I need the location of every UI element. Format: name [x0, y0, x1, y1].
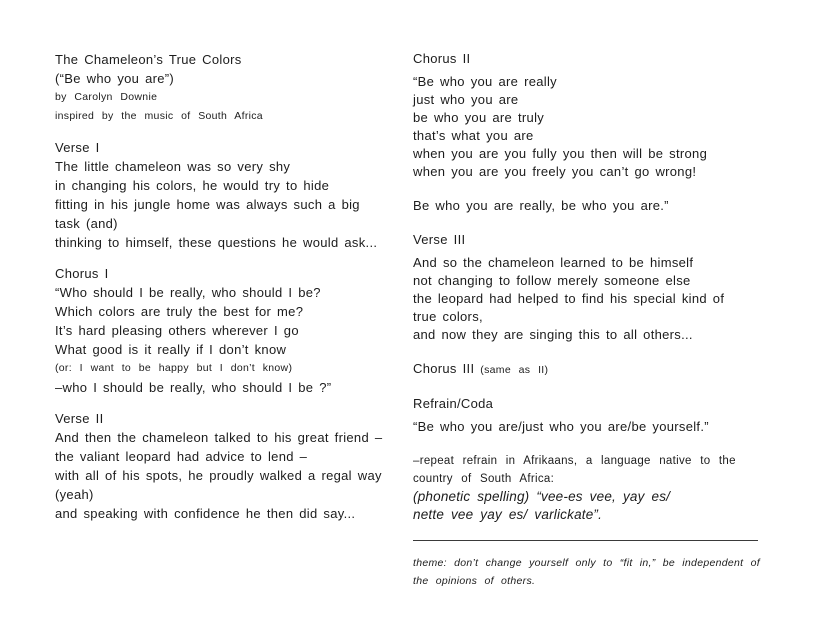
text-segment: Verse II [55, 411, 104, 426]
chorus-3 [413, 360, 773, 379]
text-line [55, 176, 411, 195]
text-segment: And then the chameleon talked to his great friend – [55, 430, 383, 445]
text-segment: Be who you are really, be who you are.” [413, 198, 669, 213]
text-segment: “Who should I be really, who should I be? [55, 285, 321, 300]
text-segment: just who you are [413, 92, 519, 107]
stanza-heading [55, 264, 411, 283]
text-segment: –repeat refrain in Afrikaans, a language native to the [413, 455, 736, 467]
text-line [413, 127, 773, 145]
text-segment: Verse III [413, 232, 466, 247]
text-segment: And so the chameleon learned to be himself [413, 255, 694, 270]
text-segment: nette vee yay es/ varlickate”. [413, 507, 603, 522]
text-line [413, 506, 773, 524]
chorus-1 [55, 264, 411, 397]
text-segment: (phonetic spelling) “vee-es vee, yay es/ [413, 489, 671, 504]
text-line [413, 163, 773, 181]
text-line [55, 214, 411, 233]
text-segment: “Be who you are/just who you are/be yourself.” [413, 419, 709, 434]
text-line [413, 308, 773, 326]
right-column [413, 50, 773, 606]
text-segment: Chorus II [413, 51, 471, 66]
afrikaans-note [413, 452, 773, 524]
stanza-heading [55, 409, 411, 428]
text-line [413, 360, 773, 379]
stanza-heading [413, 395, 773, 413]
text-line [413, 272, 773, 290]
text-line [413, 418, 773, 436]
verse-1 [55, 138, 411, 252]
text-line [55, 359, 411, 378]
stanza-heading [55, 138, 411, 157]
text-segment: country of South Africa: [413, 473, 555, 485]
text-line [55, 157, 411, 176]
divider-line [413, 540, 758, 541]
text-segment: thinking to himself, these questions he would ask... [55, 235, 378, 250]
text-segment: “Be who you are really [413, 74, 557, 89]
text-segment: theme: don’t change yourself only to “fit in,” be independent of [413, 557, 760, 569]
text-segment: (same as II) [480, 364, 549, 376]
text-segment: The Chameleon’s True Colors [55, 52, 242, 67]
text-line [413, 254, 773, 272]
text-line [55, 340, 411, 359]
text-line [55, 195, 411, 214]
title-block [55, 50, 411, 126]
text-line [55, 485, 411, 504]
author-credit [55, 88, 411, 107]
text-line [413, 91, 773, 109]
verse-2 [55, 409, 411, 523]
text-line [55, 466, 411, 485]
text-segment: Chorus III [413, 361, 481, 376]
text-line [413, 554, 773, 572]
text-segment: It’s hard pleasing others wherever I go [55, 323, 299, 338]
text-segment: and speaking with confidence he then did say... [55, 506, 356, 521]
text-segment: fitting in his jungle home was always such a big [55, 197, 360, 212]
chorus-2 [413, 50, 773, 181]
text-segment: inspired by the music of South Africa [55, 110, 263, 122]
text-line [413, 145, 773, 163]
text-line [55, 504, 411, 523]
text-segment: task (and) [55, 216, 118, 231]
song-title [55, 50, 411, 69]
text-line [55, 302, 411, 321]
text-line [413, 452, 773, 470]
text-line [413, 572, 773, 590]
text-line [413, 326, 773, 344]
text-segment: (“Be who you are”) [55, 71, 175, 86]
text-line [55, 378, 411, 397]
text-segment: the leopard had helped to find his special kind of [413, 291, 725, 306]
text-segment: the valiant leopard had advice to lend – [55, 449, 308, 464]
text-segment: that’s what you are [413, 128, 534, 143]
text-segment: Verse I [55, 140, 100, 155]
chorus-2-tag [413, 197, 773, 215]
text-line [55, 428, 411, 447]
theme-note [413, 554, 773, 590]
text-segment: the opinions of others. [413, 575, 536, 587]
text-line [413, 109, 773, 127]
text-line [413, 73, 773, 91]
text-line [55, 233, 411, 252]
text-segment: when you are you freely you can’t go wrong! [413, 164, 697, 179]
stanza-heading [413, 50, 773, 68]
text-segment: be who you are truly [413, 110, 545, 125]
text-line [55, 447, 411, 466]
text-line [413, 488, 773, 506]
text-segment: What good is it really if I don’t know [55, 342, 287, 357]
song-subtitle [55, 69, 411, 88]
text-segment: (or: I want to be happy but I don’t know) [55, 362, 293, 374]
text-segment: (yeah) [55, 487, 94, 502]
inspiration-credit [55, 107, 411, 126]
text-line [413, 470, 773, 488]
text-segment: with all of his spots, he proudly walked a regal way [55, 468, 382, 483]
text-line [413, 290, 773, 308]
text-segment: Which colors are truly the best for me? [55, 304, 304, 319]
text-segment: –who I should be really, who should I be ?” [55, 380, 332, 395]
refrain-coda [413, 395, 773, 436]
text-segment: and now they are singing this to all others... [413, 327, 693, 342]
text-segment: in changing his colors, he would try to hide [55, 178, 330, 193]
verse-3 [413, 231, 773, 344]
text-line [55, 283, 411, 302]
text-segment: when you are you fully you then will be strong [413, 146, 708, 161]
left-column [55, 50, 411, 535]
text-segment: by Carolyn Downie [55, 91, 158, 103]
text-segment: not changing to follow merely someone else [413, 273, 691, 288]
text-segment: Refrain/Coda [413, 396, 494, 411]
text-segment: true colors, [413, 309, 483, 324]
stanza-heading [413, 231, 773, 249]
text-segment: The little chameleon was so very shy [55, 159, 291, 174]
text-segment: Chorus I [55, 266, 109, 281]
text-line [413, 197, 773, 215]
text-line [55, 321, 411, 340]
